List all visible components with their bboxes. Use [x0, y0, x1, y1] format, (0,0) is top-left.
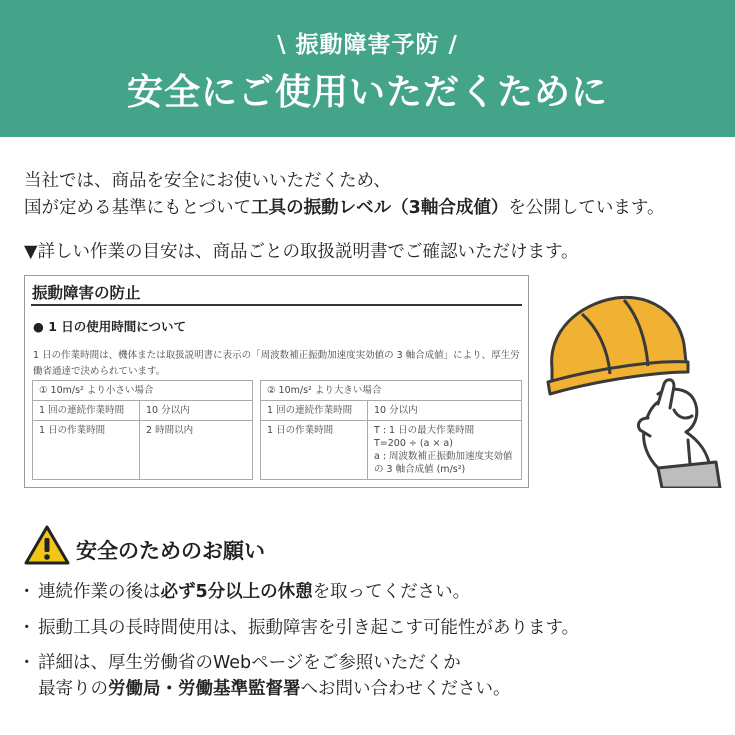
- table-header-right: ② 10m/s² より大きい場合: [261, 381, 522, 401]
- intro-line-2-bold: 工具の振動レベル（3軸合成値）: [251, 198, 509, 218]
- header-title: 安全にご使用いただくために: [126, 72, 608, 113]
- list-item: ・ 連続作業の後は必ず5分以上の休憩を取ってください。: [22, 578, 727, 606]
- intro-line-2-prefix: 国が定める基準にもとづいて: [24, 198, 252, 218]
- formula-note: a : 周波数補正振動加速度実効値の 3 軸合成値 (m/s²): [374, 451, 513, 475]
- table-header-left: ① 10m/s² より小さい場合: [33, 381, 253, 401]
- header-subtitle: \ 振動障害予防 /: [277, 32, 458, 58]
- table-row: 1 日の作業時間 2 時間以内 1 日の作業時間 T : 1 日の最大作業時間 T=200 ÷ (a × a) a : 周波数補正振動加速度実効値の 3 軸合成値 (m/s²): [33, 421, 522, 480]
- doc-title: 振動障害の防止: [32, 284, 141, 302]
- header-banner: [0, 0, 735, 137]
- intro-line-2-suffix: を公開しています。: [508, 198, 665, 218]
- sleeve-icon: [658, 462, 720, 488]
- doc-body: 1 日の作業時間は、機体または取扱説明書に表示の「周波数補正振動加速度実効値の 3 軸合成値」により、厚生労働省通達で決められています。: [33, 350, 520, 377]
- intro-line-1: 当社では、商品を安全にお使いいただくため、: [24, 171, 391, 191]
- helmet-illustration: [538, 292, 728, 488]
- intro-text: [24, 168, 724, 222]
- doc-divider: [31, 304, 522, 306]
- list-item: ・ 振動工具の長時間使用は、振動障害を引き起こす可能性があります。: [22, 614, 727, 642]
- table-row: 1 回の連続作業時間 10 分以内 1 回の連続作業時間 10 分以内: [33, 401, 522, 421]
- requests-title: 安全のためのお願い: [76, 539, 265, 563]
- formula-heading: T : 1 日の最大作業時間: [374, 425, 475, 436]
- warning-icon: [24, 524, 70, 566]
- manual-excerpt: [24, 275, 529, 488]
- list-item: ・ 詳細は、厚生労働省のWebページをご参照いただくか 最寄りの労働局・労働基準監督署へお問い合わせください。: [22, 650, 727, 702]
- doc-subtitle: ● 1 日の使用時間について: [33, 319, 187, 334]
- work-time-table: [32, 380, 522, 480]
- intro-line-2: [24, 195, 724, 222]
- requests-list: [22, 578, 727, 710]
- manual-note: ▼詳しい作業の目安は、商品ごとの取扱説明書でご確認いただけます。: [24, 242, 579, 262]
- formula: T=200 ÷ (a × a): [374, 438, 453, 449]
